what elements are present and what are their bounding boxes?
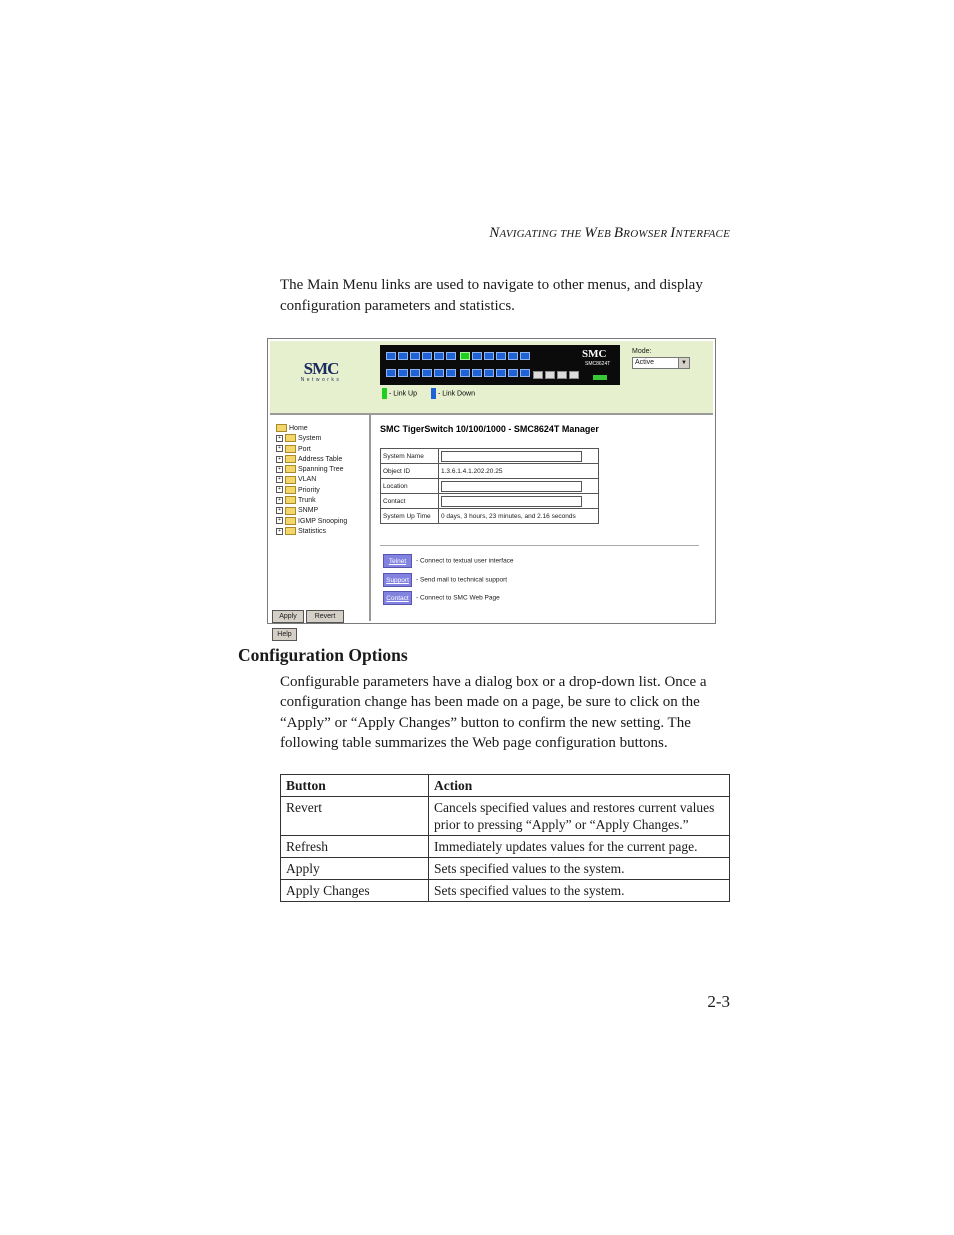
tree-item-port[interactable]: + Port (276, 445, 347, 455)
tree-item-statistics[interactable]: + Statistics (276, 527, 347, 537)
port-icon[interactable] (422, 369, 432, 377)
switch-front-panel[interactable] (380, 345, 620, 385)
contact-input[interactable] (441, 496, 582, 507)
cell-button: Refresh (281, 836, 429, 858)
sidebar (270, 415, 371, 638)
table-row (381, 509, 599, 524)
expand-icon[interactable]: + (276, 486, 283, 493)
telnet-button[interactable]: Telnet (383, 554, 412, 568)
port-icon[interactable] (508, 352, 518, 360)
folder-icon (285, 455, 296, 463)
tree-item-trunk[interactable]: + Trunk (276, 496, 347, 506)
sfp-port-icon[interactable] (545, 371, 555, 379)
table-row (381, 494, 599, 509)
expand-icon[interactable]: + (276, 507, 283, 514)
expand-icon[interactable]: + (276, 476, 283, 483)
port-icon[interactable] (386, 352, 396, 360)
folder-icon (285, 445, 296, 453)
mode-select[interactable]: Active ▼ (632, 357, 690, 369)
sfp-port-icon[interactable] (557, 371, 567, 379)
running-head: NAVIGATING THE WEB BROWSER INTERFACE (489, 225, 730, 241)
folder-icon (285, 476, 296, 484)
cell-action: Sets specified values to the system. (429, 880, 730, 902)
table-row (281, 858, 730, 880)
system-name-input[interactable] (441, 451, 582, 462)
port-icon[interactable] (398, 352, 408, 360)
tree-item-snmp[interactable]: + SNMP (276, 506, 347, 516)
port-icon[interactable] (410, 352, 420, 360)
sidebar-buttons (272, 605, 369, 641)
link-up-swatch (382, 388, 387, 399)
manager-title: SMC TigerSwitch 10/100/1000 - SMC8624T Manager (380, 424, 599, 434)
port-icon[interactable] (508, 369, 518, 377)
port-icon[interactable] (484, 369, 494, 377)
cell-action: Cancels specified values and restores current values prior to pressing “Apply” or “Apply Changes.” (429, 797, 730, 836)
port-icon[interactable] (434, 352, 444, 360)
port-icon[interactable] (410, 369, 420, 377)
tree-item-home[interactable]: Home (276, 424, 347, 434)
folder-icon (285, 486, 296, 494)
cell-button: Revert (281, 797, 429, 836)
port-icon[interactable] (472, 369, 482, 377)
cell-action: Sets specified values to the system. (429, 858, 730, 880)
system-name-label: System Name (381, 449, 439, 464)
link-row-telnet: Telnet - Connect to textual user interface (383, 554, 514, 568)
uptime-label: System Up Time (381, 509, 439, 524)
table-row (381, 449, 599, 464)
banner (270, 341, 713, 415)
link-row-support: Support - Send mail to technical support (383, 573, 507, 587)
apply-button[interactable]: Apply (272, 610, 304, 623)
port-icon[interactable] (460, 369, 470, 377)
expand-icon[interactable]: + (276, 497, 283, 504)
sfp-port-icon[interactable] (533, 371, 543, 379)
folder-icon (285, 434, 296, 442)
link-down-swatch (431, 388, 436, 399)
mode-label: Mode: (632, 348, 652, 355)
support-button[interactable]: Support (383, 573, 412, 587)
object-id-label: Object ID (381, 464, 439, 479)
cell-button: Apply Changes (281, 880, 429, 902)
port-icon[interactable] (484, 352, 494, 360)
header-action: Action (429, 775, 730, 797)
header-button: Button (281, 775, 429, 797)
port-icon[interactable] (422, 352, 432, 360)
port-icon[interactable] (496, 369, 506, 377)
sfp-port-icon[interactable] (569, 371, 579, 379)
port-icon[interactable] (472, 352, 482, 360)
config-buttons-table (280, 774, 730, 902)
folder-icon (285, 496, 296, 504)
table-row (281, 836, 730, 858)
table-row (281, 880, 730, 902)
table-row (381, 464, 599, 479)
chevron-down-icon[interactable]: ▼ (678, 358, 689, 368)
tree-item-system[interactable]: + System (276, 434, 347, 444)
folder-icon (285, 527, 296, 535)
port-icon[interactable] (496, 352, 506, 360)
port-icon[interactable] (460, 352, 470, 360)
port-icon[interactable] (398, 369, 408, 377)
cell-button: Apply (281, 858, 429, 880)
expand-icon[interactable]: + (276, 517, 283, 524)
expand-icon[interactable]: + (276, 456, 283, 463)
power-led (593, 375, 607, 380)
table-row (281, 797, 730, 836)
tree-item-priority[interactable]: + Priority (276, 486, 347, 496)
panel-brand: SMC (582, 348, 607, 360)
menu-tree (276, 424, 347, 537)
table-header-row (281, 775, 730, 797)
location-input[interactable] (441, 481, 582, 492)
system-info-table (380, 448, 599, 524)
object-id-value: 1.3.6.1.4.1.202.20.25 (439, 464, 599, 479)
page-number: 2-3 (707, 992, 730, 1011)
tree-item-spanning-tree[interactable]: + Spanning Tree (276, 465, 347, 475)
table-row (381, 479, 599, 494)
port-icon[interactable] (386, 369, 396, 377)
port-icon[interactable] (520, 352, 530, 360)
uptime-value: 0 days, 3 hours, 23 minutes, and 2.16 seconds (439, 509, 599, 524)
tree-item-igmp-snooping[interactable]: + IGMP Snooping (276, 517, 347, 527)
expand-icon[interactable]: + (276, 466, 283, 473)
divider (380, 545, 699, 546)
intro-paragraph: The Main Menu links are used to navigate to other menus, and display configuration parameters and statistics. (280, 277, 703, 314)
folder-icon (285, 465, 296, 473)
section-heading: Configuration Options (238, 645, 408, 665)
port-icon[interactable] (446, 352, 456, 360)
link-row-contact: Contact - Connect to SMC Web Page (383, 591, 500, 605)
tree-item-vlan[interactable]: + VLAN (276, 475, 347, 485)
web-interface-screenshot (267, 338, 716, 638)
body-paragraph: Configurable parameters have a dialog box or a drop-down list. Once a configuration change has been made on a page, be sure to click on the “Apply” or “Apply Changes” button to confirm the new setting. The following table summarizes the Web page configuration buttons. (280, 674, 707, 751)
port-icon[interactable] (520, 369, 530, 377)
smc-logo: SMC Networks (300, 359, 342, 383)
port-icon[interactable] (446, 369, 456, 377)
panel-model: SMC8624T (585, 361, 611, 367)
port-icon[interactable] (434, 369, 444, 377)
tree-item-address-table[interactable]: + Address Table (276, 455, 347, 465)
revert-button[interactable]: Revert (306, 610, 344, 623)
folder-icon (285, 517, 296, 525)
location-label: Location (381, 479, 439, 494)
expand-icon[interactable]: + (276, 528, 283, 535)
expand-icon[interactable]: + (276, 445, 283, 452)
main-content (374, 415, 713, 621)
help-button[interactable]: Help (272, 628, 297, 641)
legend-link-up: - Link Up (382, 388, 417, 399)
folder-icon (285, 507, 296, 515)
expand-icon[interactable]: + (276, 435, 283, 442)
legend-link-down: - Link Down (431, 388, 475, 399)
folder-open-icon (276, 424, 287, 432)
contact-label: Contact (381, 494, 439, 509)
cell-action: Immediately updates values for the current page. (429, 836, 730, 858)
contact-button[interactable]: Contact (383, 591, 412, 605)
